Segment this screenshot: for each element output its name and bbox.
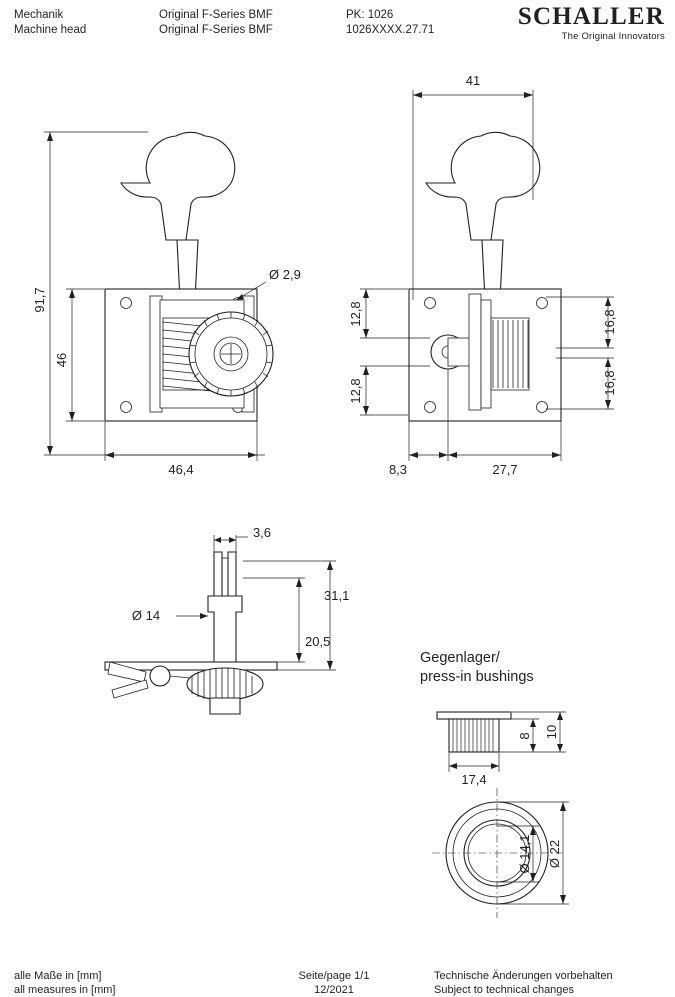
dim-bushing-inner-dia: Ø 14,1 [517,834,532,874]
front-view [105,132,273,421]
dim-post-flange-dia: Ø 14 [131,608,161,623]
header-model-en: Original F-Series BMF [159,24,273,36]
header-model-de: Original F-Series BMF [159,9,273,21]
footer-date: 12/2021 [314,984,354,996]
brand-name: SCHALLER [517,3,665,30]
dim-bushing-outer-dia: Ø 22 [547,839,562,869]
side-view [409,132,561,421]
header-part-en: Machine head [14,24,87,36]
dim-side-right-depth: 27,7 [492,462,518,477]
dim-bushing-flange-height: 8 [517,732,532,740]
bushing-top-view [432,788,562,918]
dim-plate-height: 46 [54,352,69,368]
header-article-number: 1026XXXX.27.71 [346,24,435,36]
dim-plate-width: 46,4 [168,462,194,477]
dim-post-string-hole: 3,6 [252,525,272,540]
header-pk: PK: 1026 [346,9,394,21]
dim-side-lower-offset: 12,8 [348,378,363,404]
bushing-label-en: press-in bushings [420,669,534,685]
dim-side-upper-offset: 12,8 [348,301,363,327]
dim-side-left-depth: 8,3 [388,462,408,477]
dim-bushing-outer-width: 17,4 [461,772,487,787]
dim-post-exposed: 20,5 [305,634,331,649]
dim-post-height: 31,1 [324,588,350,603]
footer-units-de: alle Maße in [mm] [14,970,102,982]
header-part-de: Mechanik [14,9,64,21]
footer-disclaimer-de: Technische Änderungen vorbehalten [434,970,613,982]
bushing-side-view [437,712,511,752]
dim-bushing-total-height: 10 [544,724,559,740]
footer-units-en: all measures in [mm] [14,984,116,996]
footer-page: Seite/page 1/1 [298,970,370,982]
dim-side-top-width: 41 [465,73,481,88]
dim-side-right-upper: 16,8 [602,309,617,335]
post-detail-view [105,552,277,714]
brand-tagline: The Original Innovators [561,31,665,42]
dim-total-height: 91,7 [32,287,47,313]
footer-disclaimer-en: Subject to technical changes [434,984,575,996]
dim-side-right-lower: 16,8 [602,370,617,396]
dim-screw-hole-dia: Ø 2,9 [269,267,301,282]
bushing-label-de: Gegenlager/ [420,650,500,666]
